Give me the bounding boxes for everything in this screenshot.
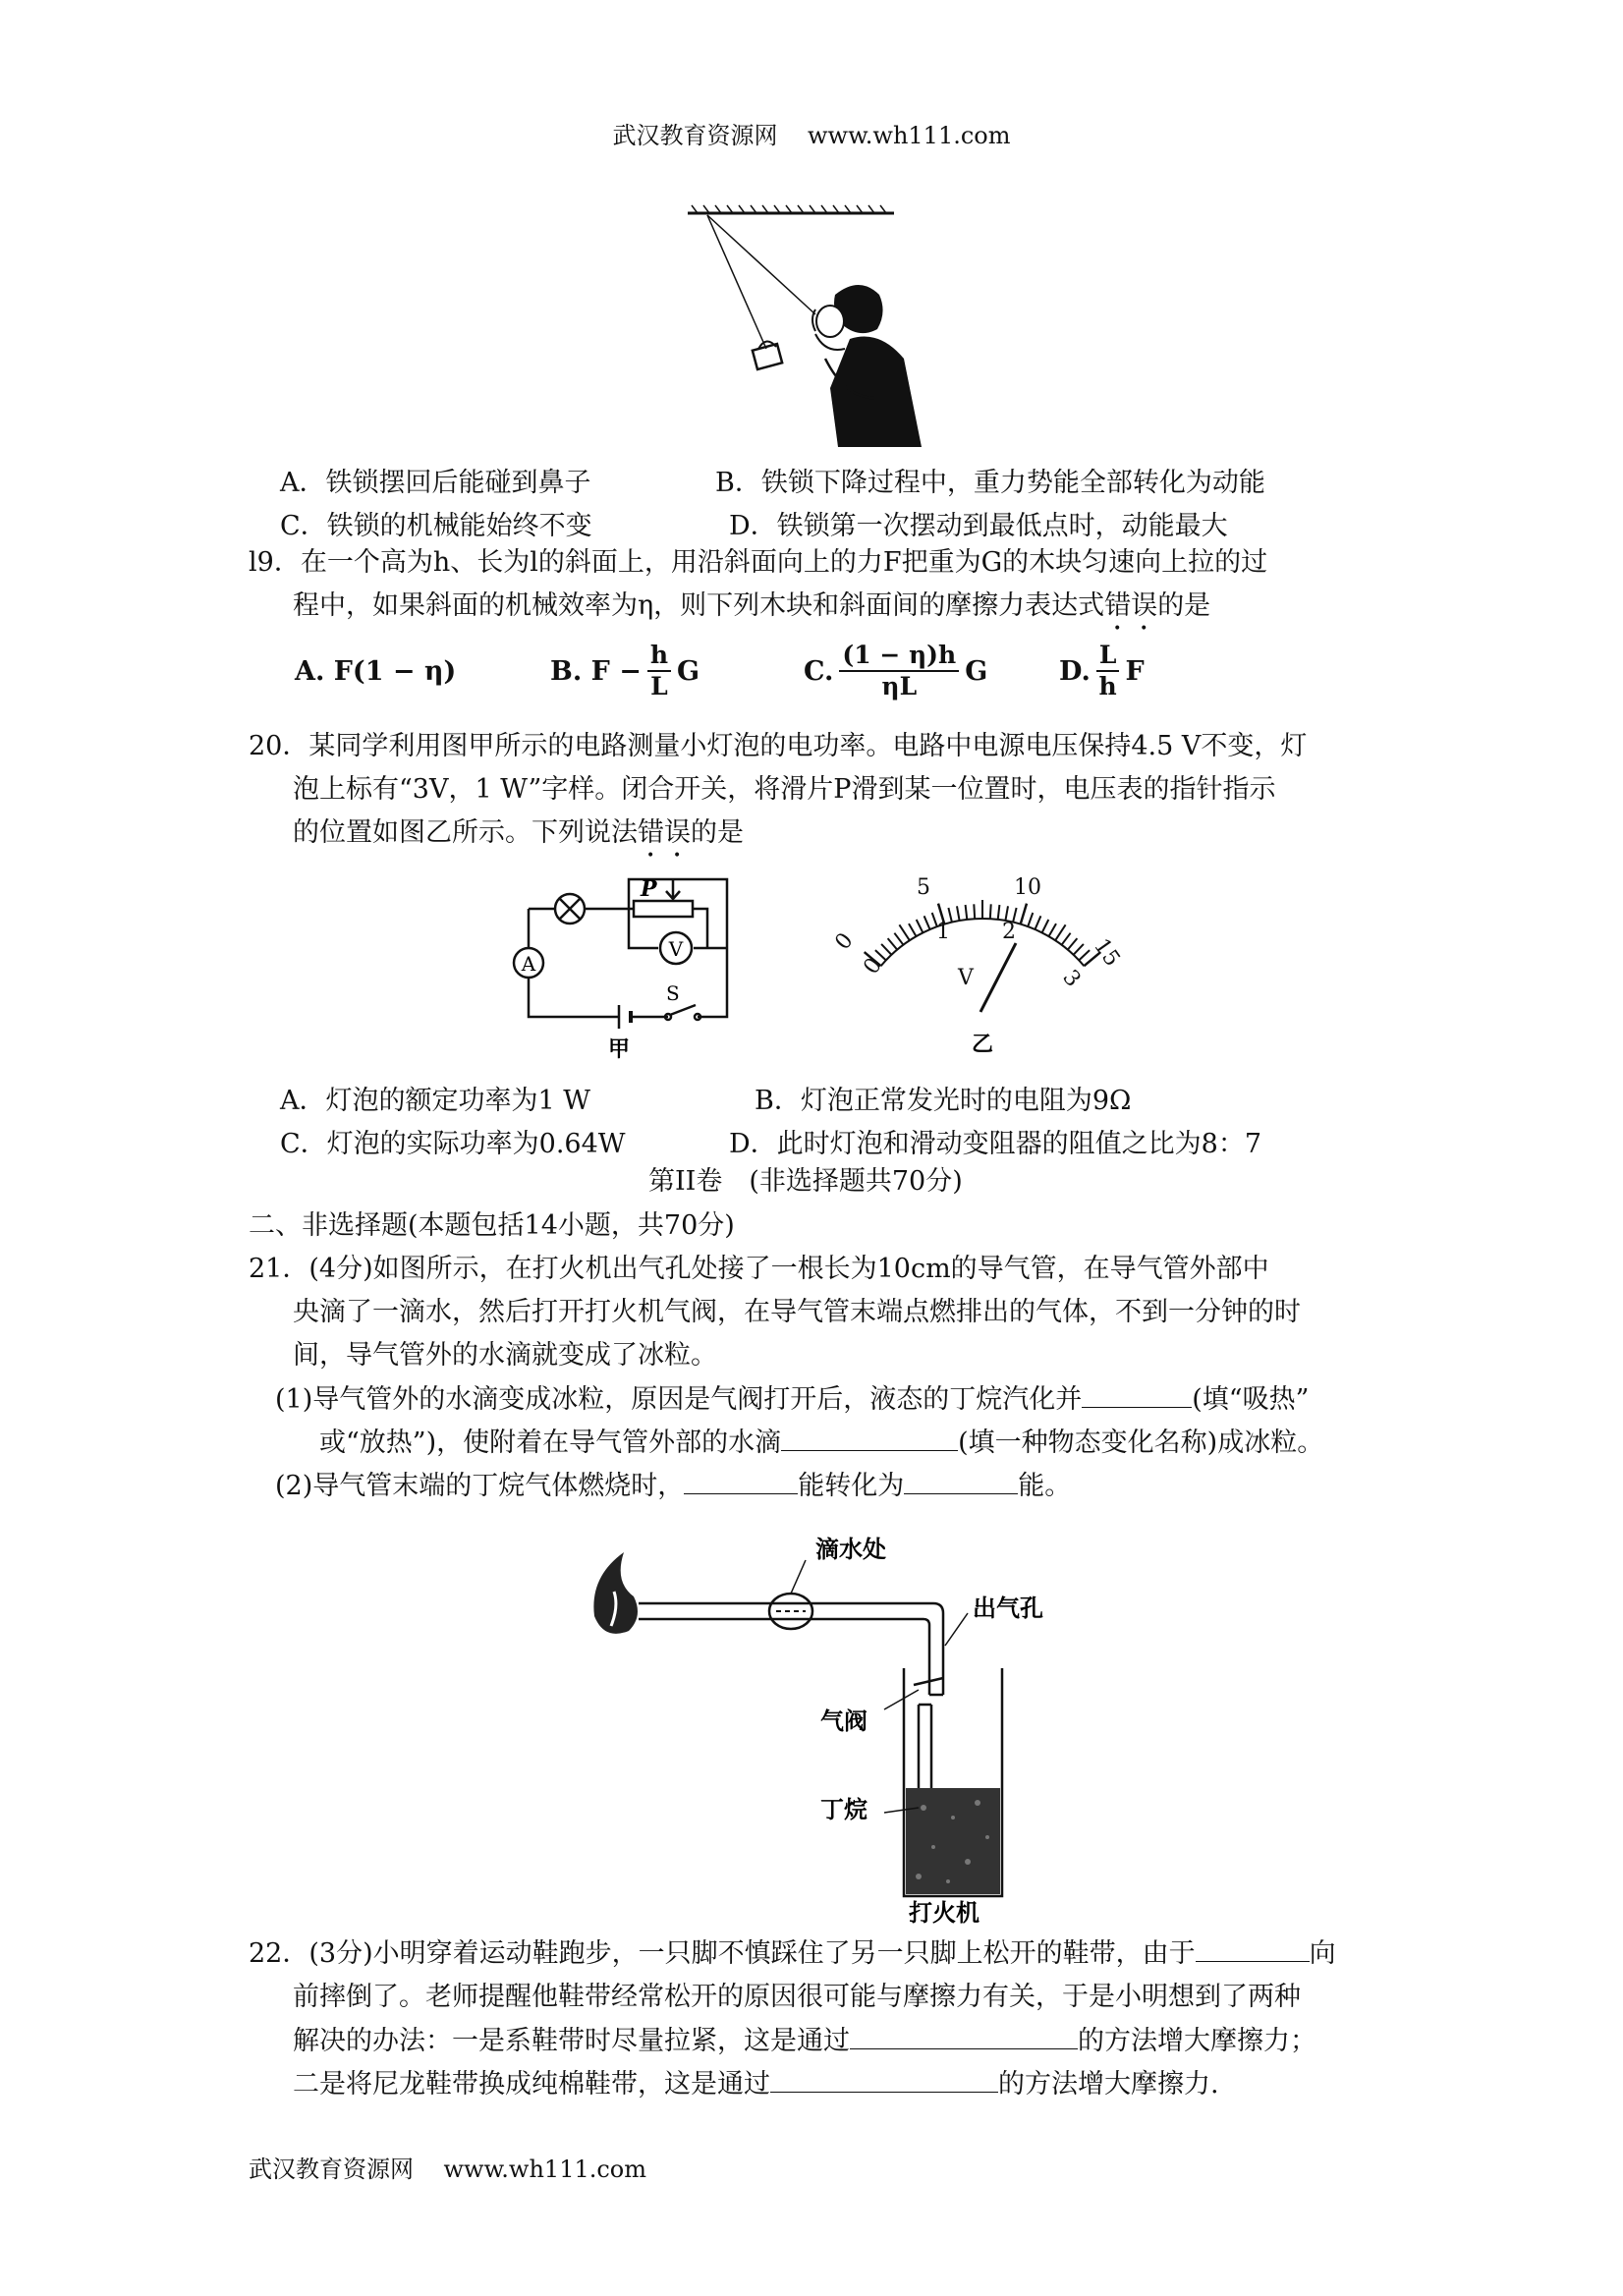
dial-tick: [875, 950, 886, 960]
figure-jia-label: 甲: [607, 1037, 631, 1061]
dial-top-5: 5: [917, 875, 930, 900]
voltmeter-label: V: [668, 937, 684, 961]
q20-option-b: B．灯泡正常发光时的电阻为9Ω: [755, 1086, 1132, 1116]
q22-line4b: 的方法增大摩擦力.: [998, 2069, 1219, 2100]
footer-site: 武汉教育资源网: [249, 2156, 414, 2183]
circuit-diagram: [501, 869, 756, 1061]
q19-b-den: L: [650, 672, 668, 700]
circuit-label-p: P: [641, 876, 657, 902]
dial-top-10: 10: [1014, 875, 1041, 900]
dial-tick: [1079, 950, 1090, 960]
dial-needle: [980, 943, 1016, 1012]
q19-c-den: ηL: [881, 672, 918, 700]
answer-blank-1[interactable]: [1082, 1381, 1192, 1408]
dial-top-15: 15: [1089, 934, 1125, 972]
q22-line1a: 22．(3分)小明穿着运动鞋跑步，一只脚不慎踩住了另一只脚上松开的鞋带，由于: [249, 1938, 1196, 1969]
dial-unit: V: [958, 966, 974, 990]
q21-s2b: 能转化为: [798, 1471, 905, 1501]
q19-d-post: F: [1125, 655, 1145, 687]
answer-blank-2[interactable]: [781, 1425, 958, 1451]
q21-s2a: (2)导气管末端的丁烷气体燃烧时，: [275, 1471, 685, 1501]
q19-line2: [293, 587, 1210, 637]
label-valve: 气阀: [820, 1708, 867, 1735]
q19-emphasis: 错误: [1104, 590, 1158, 621]
pendulum-figure: [678, 201, 943, 447]
dial-tick: [1035, 916, 1041, 929]
header-site: 武汉教育资源网: [612, 122, 778, 149]
q20-option-c: C．灯泡的实际功率为0.64W: [280, 1129, 626, 1159]
part2-title: 第II卷 (非选择题共70分): [648, 1166, 963, 1197]
q20-emphasis: 错误: [638, 817, 691, 848]
q22-line4a: 二是将尼龙鞋带换成纯棉鞋带，这是通过: [293, 2069, 770, 2100]
q19-b-num: h: [647, 641, 671, 672]
dial-tick: [924, 916, 930, 929]
q19-option-d: [1059, 641, 1145, 701]
dial-tick: [974, 904, 975, 919]
q20-line1: 20．某同学利用图甲所示的电路测量小灯泡的电功率。电路中电源电压保持4.5 V不变，灯: [249, 731, 1308, 761]
dial-tick: [909, 924, 917, 936]
answer-blank-5[interactable]: [1196, 1935, 1310, 1962]
q19-line2-pre: 程中，如果斜面的机械效率为η，则下列木块和斜面间的摩擦力表达式: [293, 590, 1105, 621]
q19-option-a: A. F(1 − η): [295, 656, 457, 687]
q20-option-a: A．灯泡的额定功率为1 W: [280, 1086, 591, 1116]
answer-blank-4[interactable]: [904, 1468, 1018, 1494]
answer-blank-7[interactable]: [770, 2066, 998, 2093]
q21-s2c: 能。: [1018, 1471, 1072, 1501]
q19-c-pre: C.: [804, 655, 834, 687]
dial-tick: [917, 920, 923, 932]
q21-line3: 间，导气管外的水滴就变成了冰粒。: [293, 1340, 717, 1371]
dial-tick: [1028, 913, 1033, 926]
q21-s1d: (填一种物态变化名称)成冰粒。: [958, 1428, 1324, 1458]
q21-sub1-line2: [319, 1424, 1323, 1463]
dial-tick: [1068, 938, 1078, 950]
q21-s1b: (填“吸热”: [1192, 1384, 1310, 1415]
dial-tick: [899, 924, 909, 940]
q22-line2: 前摔倒了。老师提醒他鞋带经常松开的原因很可能与摩擦力有关，于是小明想到了两种: [293, 1982, 1301, 2012]
switch-label: S: [666, 981, 680, 1005]
dial-tick: [1055, 924, 1065, 940]
dial-tick: [966, 905, 968, 920]
dial-arc: [881, 919, 1085, 966]
q18-option-c: C．铁锁的机械能始终不变: [280, 511, 592, 541]
dial-bottom-1: 1: [936, 920, 950, 944]
q19-option-b: [550, 641, 700, 701]
q22-line1b: 向: [1309, 1938, 1336, 1969]
q22-line4: [293, 2065, 1219, 2104]
q18-option-a: A．铁锁摆回后能碰到鼻子: [280, 468, 591, 498]
q20-line2: 泡上标有“3V，1 W”字样。闭合开关，将滑片P滑到某一位置时，电压表的指针指示: [293, 774, 1276, 805]
answer-blank-6[interactable]: [850, 2023, 1078, 2049]
label-butane: 丁烷: [820, 1796, 867, 1823]
dial-tick: [1049, 924, 1057, 936]
label-outlet: 出气孔: [973, 1595, 1043, 1622]
dial-tick: [881, 944, 891, 955]
q21-line1: 21．(4分)如图所示，在打火机出气孔处接了一根长为10cm的导气管，在导气管外部中: [249, 1254, 1269, 1284]
dial-tick: [1062, 933, 1071, 945]
label-drip: 滴水处: [815, 1536, 886, 1563]
q22-line3a: 解决的办法：一是系鞋带时尽量拉紧，这是通过: [293, 2026, 850, 2056]
dial-bottom-0: 0: [859, 953, 887, 980]
dial-bottom-2: 2: [1002, 920, 1016, 944]
q20-option-d: D．此时灯泡和滑动变阻器的阻值之比为8：7: [729, 1129, 1262, 1159]
q22-line3: [293, 2022, 1316, 2061]
q18-option-d: D．铁锁第一次摆动到最低点时，动能最大: [729, 511, 1228, 541]
q19-b-post: G: [677, 655, 700, 687]
q19-line1: l9．在一个高为h、长为l的斜面上，用沿斜面向上的力F把重为G的木块匀速向上拉的过: [249, 547, 1268, 578]
dial-tick: [1074, 944, 1084, 955]
q20-line3-post: 的是: [691, 817, 744, 848]
dial-tick: [998, 905, 1000, 920]
q19-option-c: [804, 641, 987, 701]
dial-bottom-3: 3: [1057, 965, 1086, 992]
header-url: www.wh111.com: [808, 122, 1011, 149]
dial-tick: [1042, 920, 1049, 932]
dial-top-0: 0: [830, 928, 859, 955]
ammeter-label: A: [521, 952, 536, 976]
dial-tick: [957, 906, 960, 921]
label-lighter: 打火机: [909, 1899, 979, 1926]
dial-tick: [1021, 904, 1027, 924]
q19-d-num: L: [1096, 641, 1120, 672]
q21-line2: 央滴了一滴水，然后打开打火机气阀，在导气管末端点燃排出的气体，不到一分钟的时: [293, 1297, 1301, 1327]
dial-tick: [990, 904, 991, 919]
q19-d-den: h: [1098, 672, 1117, 700]
q19-c-num: (1 − η)h: [839, 641, 959, 672]
q19-line2-post: 的是: [1157, 590, 1211, 621]
page-header: [0, 116, 1623, 150]
figure-yi-label: 乙: [971, 1033, 994, 1057]
voltmeter-dial: [825, 865, 1140, 1061]
q21-s1a: (1)导气管外的水滴变成冰粒，原因是气阀打开后，液态的丁烷汽化并: [275, 1384, 1083, 1415]
q20-line3: [293, 813, 744, 864]
q20-line3-pre: 的位置如图乙所示。下列说法: [293, 817, 638, 848]
footer-url: www.wh111.com: [443, 2156, 647, 2183]
q19-b-pre: B. F −: [550, 655, 642, 687]
lighter-figure: [580, 1523, 1071, 1926]
q19-d-pre: D.: [1059, 655, 1091, 687]
q22-line1: [249, 1934, 1336, 1974]
q21-sub2: [275, 1467, 1071, 1506]
dial-tick: [894, 933, 903, 945]
dial-tick: [888, 938, 898, 950]
dial-tick: [1005, 906, 1008, 921]
q19-c-post: G: [965, 655, 988, 687]
q21-sub1-line1: [275, 1380, 1309, 1420]
q21-s1c: 或“放热”)，使附着在导气管外部的水滴: [319, 1428, 782, 1458]
page-footer: [249, 2150, 646, 2184]
answer-blank-3[interactable]: [684, 1468, 798, 1494]
q18-option-b: B．铁锁下降过程中，重力势能全部转化为动能: [715, 468, 1265, 498]
section-title: 二、非选择题(本题包括14小题，共70分): [249, 1210, 735, 1241]
q22-line3b: 的方法增大摩擦力；: [1078, 2026, 1316, 2056]
